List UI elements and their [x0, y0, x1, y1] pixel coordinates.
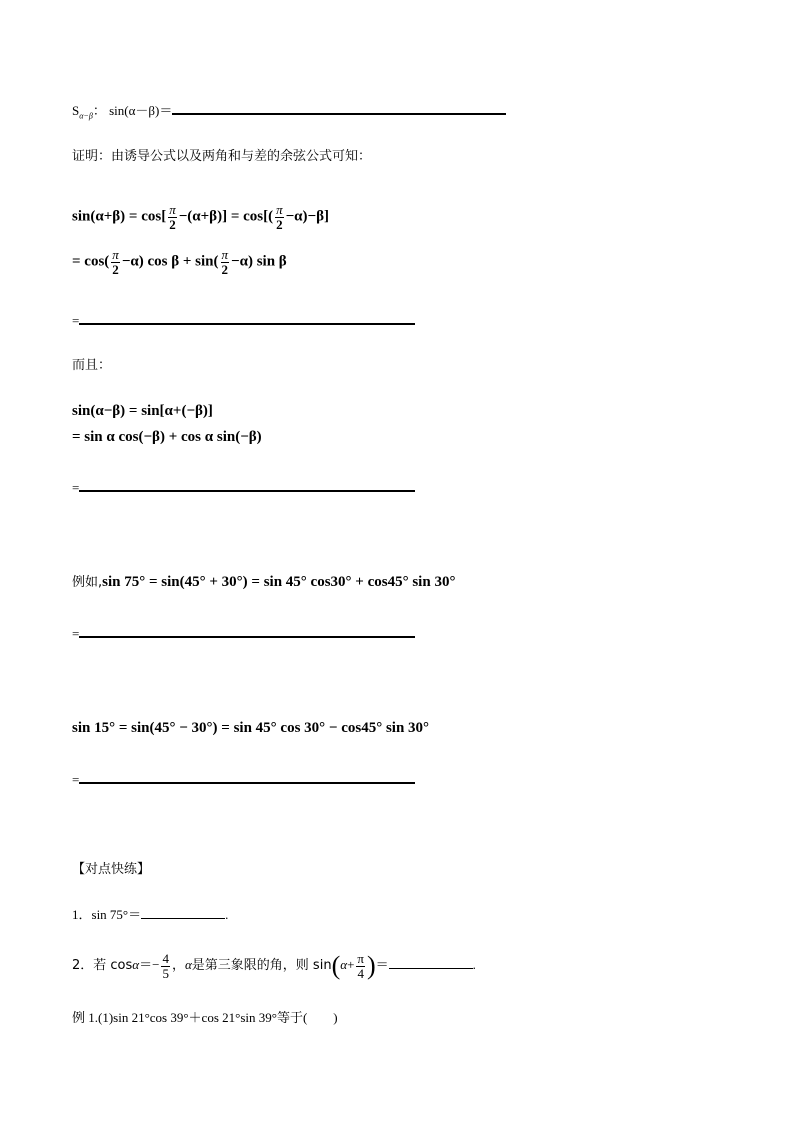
diff-line-1: sin(α−β) = sin[α+(−β)] [72, 403, 213, 419]
fraction-pi-over-2 [275, 203, 284, 231]
example-75 [72, 575, 455, 590]
proof-line-2 [72, 248, 287, 276]
fraction-pi-over-2 [168, 203, 177, 231]
question-2: 2．若 cosα＝− $\frac{4}{5}$ ，α是第三象限的角，则 sin(α+ $\frac{\pi}{4}$ )＝ . [72, 951, 476, 981]
formula-label: S [72, 103, 80, 118]
fraction-num: π [221, 247, 229, 262]
fraction-den: 4 [357, 965, 364, 981]
question-2-prefix: 2．若 cos [72, 958, 133, 974]
fraction-den: 2 [112, 261, 119, 277]
and-label: 而且： [72, 358, 112, 373]
answer-line-2 [72, 481, 415, 494]
fraction-num: π [276, 202, 283, 217]
fraction-num: π [357, 951, 364, 966]
question-number: 1． [72, 907, 92, 922]
answer-blank [79, 782, 415, 784]
question-end: . [472, 957, 476, 973]
equals-sign: = [72, 772, 80, 787]
answer-blank [141, 918, 225, 919]
proof-line-2-a: = cos( [72, 253, 110, 270]
answer-line-3 [72, 627, 415, 640]
fraction-pi-over-2 [111, 248, 120, 276]
formula-expr: sin(α－β)＝ [109, 103, 173, 118]
alpha-symbol: α [340, 957, 348, 973]
formula-definition [72, 104, 506, 121]
answer-blank [79, 323, 415, 325]
fraction-4-over-5 [161, 952, 170, 980]
diff-line-2: = sin α cos(−β) + cos α sin(−β) [72, 429, 262, 445]
example-1: 例 1.(1)sin 21°cos 39°＋cos 21°sin 39°等于( ) [72, 1010, 338, 1025]
fraction-den: 2 [276, 216, 283, 232]
answer-blank [172, 113, 506, 115]
fraction-num: 4 [162, 951, 169, 966]
alpha-symbol: α [184, 957, 192, 973]
example-prefix: 例如, [72, 575, 103, 590]
example-15: sin 15° = sin(45° − 30°) = sin 45° cos 30° − cos45° sin 30° [72, 720, 430, 736]
proof-line-1-lhs: sin(α+β) = cos[ [72, 208, 167, 225]
equals-sign: = [72, 626, 80, 641]
formula-colon: ： [92, 104, 106, 119]
question-2-mid: 是第三象限的角，则 sin [191, 958, 332, 974]
question-2-comma: ， [171, 957, 185, 973]
example-75-expr: sin 75° = sin(45° + 30°) = sin 45° cos30° + cos45° sin 30° [102, 574, 456, 590]
fraction-num: π [112, 247, 119, 262]
question-1-text: sin 75°＝ [91, 907, 142, 922]
answer-blank [79, 490, 415, 492]
question-1 [72, 908, 228, 921]
proof-line-2-c: −α) sin β [231, 253, 287, 270]
equals-sign: = [72, 313, 80, 328]
proof-line-1 [72, 203, 329, 231]
question-2-eq2: ＝ [375, 957, 389, 973]
fraction-num: π [169, 202, 176, 217]
question-end: . [225, 907, 229, 922]
answer-blank [79, 636, 415, 638]
formula-subscript: α−β [79, 111, 93, 121]
question-2-eq: ＝− [139, 957, 160, 973]
fraction-den: 2 [169, 216, 176, 232]
practice-title: 【对点快练】 [72, 862, 151, 877]
equals-sign: = [72, 480, 80, 495]
answer-line-1 [72, 314, 415, 327]
proof-intro: 证明：由诱导公式以及两角和与差的余弦公式可知： [72, 149, 372, 164]
answer-blank [389, 968, 473, 969]
alpha-symbol: α [132, 957, 140, 973]
answer-line-4 [72, 773, 415, 786]
proof-line-1-end: −α)−β] [285, 208, 329, 225]
fraction-den: 2 [221, 261, 229, 277]
fraction-pi-over-4 [356, 952, 365, 980]
proof-line-2-b: −α) cos β + sin( [121, 253, 219, 270]
fraction-den: 5 [162, 965, 169, 981]
right-paren: ) [366, 951, 376, 981]
fraction-pi-over-2 [221, 248, 230, 276]
proof-line-1-mid: −(α+β)] = cos[( [178, 208, 274, 225]
left-paren: ( [331, 951, 341, 981]
